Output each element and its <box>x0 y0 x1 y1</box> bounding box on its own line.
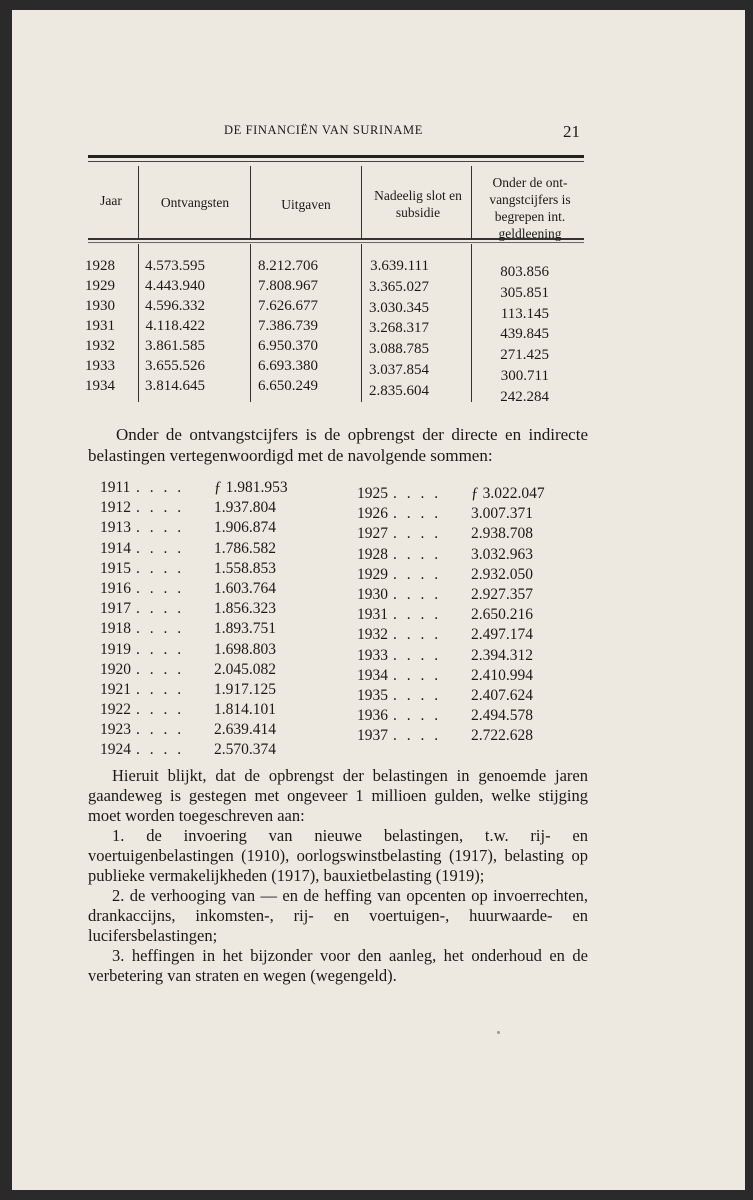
list-value: 1.906.874 <box>214 519 276 537</box>
list-year: 1929 <box>357 565 388 583</box>
list-row <box>100 539 302 559</box>
table-cell-value: 4.443.940 <box>145 278 205 294</box>
list-year: 1931 <box>357 606 388 624</box>
column-divider <box>471 166 472 238</box>
list-year: 1919 <box>100 640 131 658</box>
list-year: 1922 <box>100 701 131 719</box>
finance-table <box>74 152 584 410</box>
list-row <box>357 484 559 504</box>
list-value: 2.494.578 <box>471 707 533 725</box>
list-value: 2.045.082 <box>214 660 276 678</box>
list-item-2: 2. de verhooging van — en de heffing van opcenten op invoerrechten, drankaccijns, inkomsten-, rij- en voertuigen-, huurwaarde- en lucifersbelastingen; <box>88 886 588 945</box>
list-value: 2.410.994 <box>471 666 533 684</box>
table-cell-value: 7.386.739 <box>258 318 318 334</box>
list-dots: . . . . <box>393 585 442 603</box>
list-year: 1933 <box>357 646 388 664</box>
list-dots: . . . . <box>136 479 185 496</box>
table-cell-value: 3.861.585 <box>145 338 205 354</box>
list-item-1: 1. de invoering van nieuwe belastingen, t.w. rij- en voertuigenbelastingen (1910), oorlogswinstbelasting (1917), belasting op publieke vermakelijkheden (1917), bauxietbelasting (1919); <box>88 826 588 885</box>
list-row <box>357 545 559 565</box>
list-year: 1928 <box>357 545 388 563</box>
table-cell-value: 300.711 <box>500 368 549 384</box>
list-row <box>100 559 302 579</box>
list-dots: . . . . <box>136 620 185 638</box>
list-dots: . . . . <box>136 640 185 658</box>
list-row <box>357 666 559 686</box>
table-cell-value: 3.655.526 <box>145 358 205 374</box>
list-value: 2.394.312 <box>471 646 533 664</box>
list-dots: . . . . <box>136 519 185 537</box>
list-value: 3.032.963 <box>471 545 533 563</box>
table-cell-year: 1928 <box>85 258 115 274</box>
table-cell-year: 1933 <box>85 358 115 374</box>
list-year: 1914 <box>100 539 131 557</box>
list-year: 1920 <box>100 660 131 678</box>
list-dots: . . . . <box>393 686 442 704</box>
tax-list-right <box>357 484 559 746</box>
list-year: 1923 <box>100 721 131 739</box>
list-dots: . . . . <box>136 741 185 759</box>
list-dots: . . . . <box>393 565 442 583</box>
list-value: 2.938.708 <box>471 525 533 543</box>
list-dots: . . . . <box>136 579 185 597</box>
list-dots: . . . . <box>393 666 442 684</box>
table-cell-value: 3.037.854 <box>369 362 429 378</box>
intro-paragraph: Onder de ontvangstcijfers is de opbrengst der directe en indirecte belastingen vertegenwoordigd met de navolgende sommen: <box>88 425 588 465</box>
table-cell-value: 242.284 <box>500 388 549 405</box>
list-dots: . . . . <box>136 721 185 739</box>
list-year: 1936 <box>357 707 388 725</box>
list-year: 1918 <box>100 620 131 638</box>
header-ontvangsten: Ontvangsten <box>160 195 230 210</box>
list-row <box>100 700 302 720</box>
list-year: 1930 <box>357 585 388 603</box>
header-geldleening: Onder de ont- vangstcijfers is begrepen int. geldleening <box>489 175 571 241</box>
table-cell-value: 6.650.249 <box>258 378 318 394</box>
list-row <box>100 599 302 619</box>
list-value: 1.814.101 <box>214 701 276 719</box>
list-dots: . . . . <box>136 539 185 557</box>
column-divider <box>361 166 362 238</box>
conclusion-paragraph: Hieruit blijkt, dat de opbrengst der belastingen in genoemde jaren gaandeweg is gestegen met ongeveer 1 millioen gulden, welke stijging moet worden toegeschreven aan: <box>88 766 588 825</box>
list-value: 1.698.803 <box>214 640 276 658</box>
list-year: 1913 <box>100 519 131 537</box>
list-row <box>357 524 559 544</box>
list-dots: . . . . <box>393 727 442 745</box>
table-cell-value: 4.573.595 <box>145 258 205 274</box>
list-value: ƒ 1.981.953 <box>214 479 288 496</box>
running-head: DE FINANCIËN VAN SURINAME <box>224 123 423 137</box>
list-year: 1935 <box>357 686 388 704</box>
list-dots: . . . . <box>136 701 185 719</box>
list-row <box>100 579 302 599</box>
table-cell-value: 3.030.345 <box>369 299 429 316</box>
list-dots: . . . . <box>136 559 185 577</box>
list-value: 2.722.628 <box>471 727 533 745</box>
list-value: 1.856.323 <box>214 600 276 618</box>
table-cell-value: 6.950.370 <box>258 338 318 354</box>
list-year: 1916 <box>100 579 131 597</box>
list-value: 1.937.804 <box>214 499 276 517</box>
conclusion-block <box>88 766 588 986</box>
list-year: 1937 <box>357 727 388 745</box>
table-top-rule-thin <box>88 161 584 162</box>
list-value: 3.007.371 <box>471 505 533 523</box>
list-dots: . . . . <box>393 707 442 725</box>
table-cell-value: 2.835.604 <box>369 382 429 399</box>
table-cell-value: 3.268.317 <box>369 320 429 337</box>
list-value: 2.407.624 <box>471 686 533 704</box>
table-cell-value: 4.118.422 <box>145 318 205 334</box>
list-row <box>357 565 559 585</box>
table-cell-year: 1932 <box>85 338 115 354</box>
list-row <box>100 680 302 700</box>
list-row <box>357 726 559 746</box>
header-uitgaven: Uitgaven <box>281 197 331 212</box>
list-row <box>100 619 302 639</box>
list-dots: . . . . <box>393 545 442 563</box>
table-cell-value: 4.596.332 <box>145 298 205 314</box>
list-dots: . . . . <box>393 485 442 502</box>
header-nadeelig-slot: Nadeelig slot en subsidie <box>374 188 462 220</box>
table-cell-value: 8.212.706 <box>258 258 318 274</box>
list-value: 1.558.853 <box>214 559 276 577</box>
list-row <box>100 518 302 538</box>
list-year: 1912 <box>100 499 131 517</box>
table-cell-year: 1934 <box>85 378 115 394</box>
list-value: 2.927.357 <box>471 585 533 603</box>
table-cell-year: 1929 <box>85 278 115 294</box>
table-cell-value: 3.814.645 <box>145 378 205 394</box>
column-divider <box>138 166 139 238</box>
list-value: 2.570.374 <box>214 741 276 759</box>
list-dots: . . . . <box>393 505 442 523</box>
table-header-rule-thin <box>88 242 584 243</box>
list-year: 1926 <box>357 505 388 523</box>
list-value: 2.932.050 <box>471 565 533 583</box>
list-year: 1925 <box>357 485 388 502</box>
list-year: 1932 <box>357 626 388 644</box>
table-cell-value: 6.693.380 <box>258 358 318 374</box>
list-dots: . . . . <box>136 600 185 618</box>
list-value: ƒ 3.022.047 <box>471 485 545 502</box>
list-dots: . . . . <box>136 660 185 678</box>
table-cell-year: 1931 <box>85 318 115 334</box>
table-cell-value: 113.145 <box>500 305 549 322</box>
table-cell-value: 3.639.111 <box>370 258 429 274</box>
table-top-rule <box>88 155 584 158</box>
table-cell-value: 271.425 <box>500 347 549 364</box>
table-cell-value: 3.088.785 <box>369 341 429 358</box>
table-cell-value: 803.856 <box>500 264 549 280</box>
list-value: 1.603.764 <box>214 579 276 597</box>
list-dots: . . . . <box>136 499 185 517</box>
list-row <box>357 706 559 726</box>
list-row <box>357 646 559 666</box>
table-cell-value: 3.365.027 <box>369 278 429 295</box>
list-value: 2.650.216 <box>471 606 533 624</box>
list-row <box>100 660 302 680</box>
list-row <box>100 478 302 498</box>
list-dots: . . . . <box>393 646 442 664</box>
list-row <box>100 740 302 760</box>
table-cell-value: 305.851 <box>500 284 549 301</box>
list-row <box>100 720 302 740</box>
list-row <box>357 504 559 524</box>
list-row <box>100 498 302 518</box>
header-jaar: Jaar <box>100 193 122 208</box>
page-number: 21 <box>563 122 580 141</box>
list-value: 2.639.414 <box>214 721 276 739</box>
list-dots: . . . . <box>393 626 442 644</box>
list-year: 1917 <box>100 600 131 618</box>
list-row <box>357 625 559 645</box>
page-speck <box>497 1031 500 1034</box>
table-cell-value: 7.808.967 <box>258 278 318 294</box>
list-value: 1.893.751 <box>214 620 276 638</box>
list-dots: . . . . <box>136 680 185 698</box>
list-year: 1924 <box>100 741 131 759</box>
list-year: 1911 <box>100 479 131 496</box>
table-cell-value: 439.845 <box>500 326 549 343</box>
list-row <box>100 640 302 660</box>
table-cell-value: 7.626.677 <box>258 298 318 314</box>
list-dots: . . . . <box>393 606 442 624</box>
list-year: 1915 <box>100 559 131 577</box>
list-row <box>357 686 559 706</box>
list-value: 2.497.174 <box>471 626 533 644</box>
list-row <box>357 605 559 625</box>
table-cell-year: 1930 <box>85 298 115 314</box>
list-value: 1.786.582 <box>214 539 276 557</box>
list-item-3: 3. heffingen in het bijzonder voor den aanleg, het onderhoud en de verbetering van straten en wegen (wegengeld). <box>88 946 588 985</box>
column-divider <box>250 166 251 238</box>
tax-list-left <box>100 478 302 761</box>
list-year: 1927 <box>357 525 388 543</box>
list-dots: . . . . <box>393 525 442 543</box>
list-year: 1921 <box>100 680 131 698</box>
list-value: 1.917.125 <box>214 680 276 698</box>
list-year: 1934 <box>357 666 388 684</box>
list-row <box>357 585 559 605</box>
